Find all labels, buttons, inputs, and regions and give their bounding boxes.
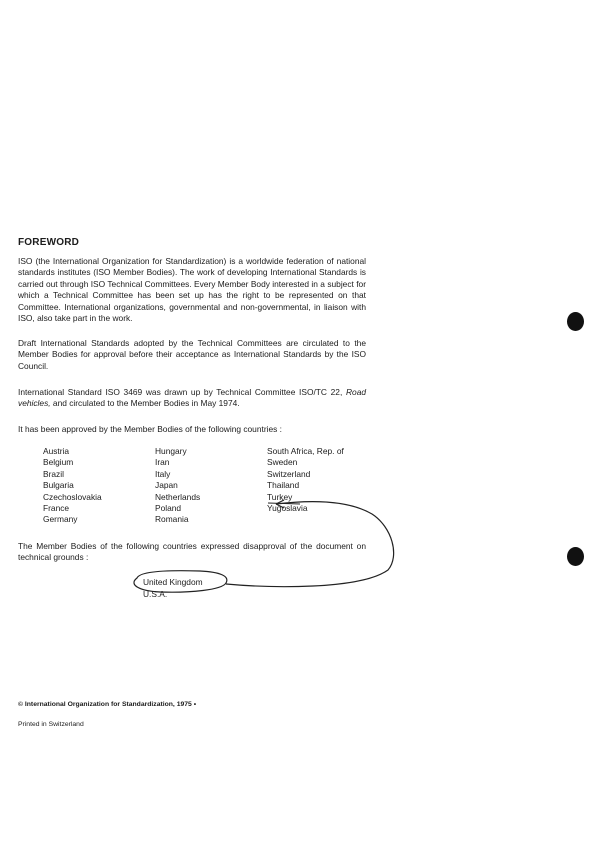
- country-item: Iran: [155, 457, 170, 468]
- country-item: Italy: [155, 468, 171, 479]
- country-item: U.S.A.: [143, 589, 168, 599]
- approved-countries-col2: [155, 446, 200, 526]
- country-item: United Kingdom: [143, 577, 203, 587]
- country-item: Belgium: [43, 457, 74, 468]
- origin-text-end: and circulated to the Member Bodies in May 1974.: [52, 398, 240, 409]
- country-item: Japan: [155, 480, 178, 491]
- country-item: Sweden: [267, 457, 298, 468]
- approved-countries-col1: [43, 446, 102, 526]
- country-item: Turkey: [267, 491, 293, 502]
- foreword-heading: FOREWORD: [18, 237, 80, 248]
- country-item: Bulgaria: [43, 480, 74, 491]
- paragraph-disapproval: The Member Bodies of the following countries expressed disapproval of the document on technical grounds :: [18, 541, 366, 563]
- punch-hole-mark: [567, 312, 584, 331]
- paragraph-draft-standards: Draft International Standards adopted by the Technical Committees are circulated to the Member Bodies for approval before their acceptance as International Standards by the ISO Council.: [18, 338, 366, 371]
- paragraph-standard-origin: [18, 387, 366, 410]
- punch-hole-mark: [567, 547, 584, 566]
- country-item: France: [43, 503, 70, 514]
- country-item: Netherlands: [155, 491, 201, 502]
- country-item: Brazil: [43, 468, 64, 479]
- country-item: South Africa, Rep. of: [267, 446, 344, 456]
- approved-countries-col3: [267, 446, 344, 514]
- country-item: Thailand: [267, 480, 300, 491]
- country-item: Romania: [155, 514, 189, 525]
- country-item: Poland: [155, 503, 182, 514]
- disapproval-countries: [143, 576, 203, 600]
- paragraph-approval: It has been approved by the Member Bodies of the following countries :: [18, 424, 282, 434]
- origin-text-start: International Standard ISO 3469 was drawn up by Technical Committee ISO/TC 22,: [18, 387, 343, 397]
- country-item: Germany: [43, 514, 78, 525]
- country-item: Yugoslavia: [267, 503, 308, 514]
- country-item: Hungary: [155, 446, 187, 456]
- origin-text-committee: Road vehicles,: [18, 387, 367, 409]
- country-item: Austria: [43, 446, 70, 456]
- country-item: Czechoslovakia: [43, 491, 102, 502]
- copyright-notice: © International Organization for Standardization, 1975 •: [18, 701, 197, 708]
- country-item: Switzerland: [267, 468, 311, 479]
- paragraph-iso-intro: ISO (the International Organization for Standardization) is a worldwide federation of national standards institutes (ISO Member Bodies). The work of developing International Standards is carried out through ISO Technical Committees. Every Member Body interested in a subject for which a Technical Committee has been set up has the right to be represented on that Committee. International organizations, governmental and non-governmental, in liaison with ISO, also take part in the work.: [18, 256, 366, 324]
- printed-location: Printed in Switzerland: [18, 721, 84, 728]
